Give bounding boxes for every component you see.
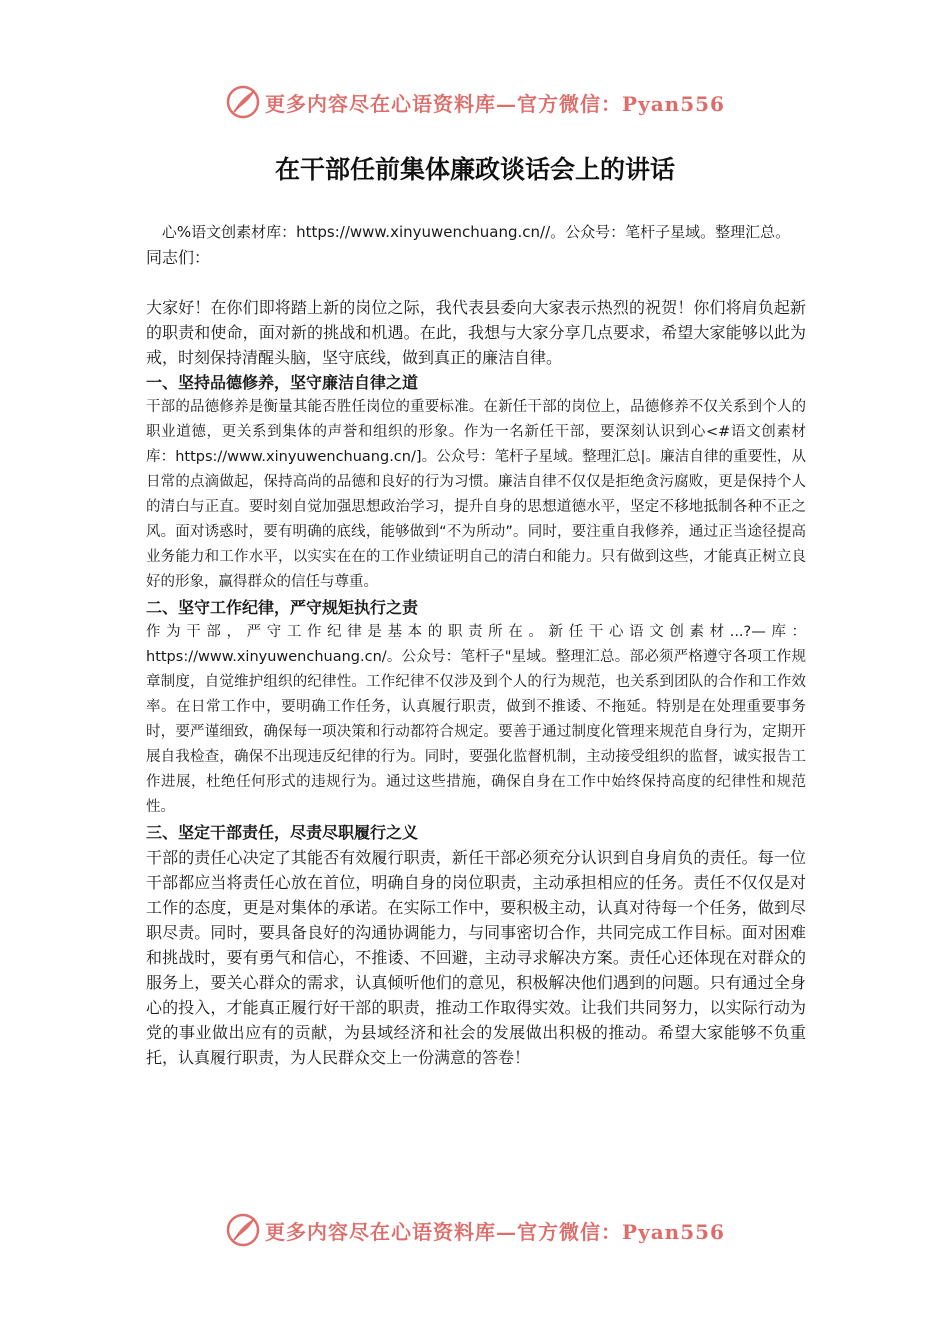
section-heading: 三、坚定干部责任，尽责尽职履行之义: [146, 823, 419, 842]
intro-paragraph: 大家好！在你们即将踏上新的岗位之际，我代表县委向大家表示热烈的祝贺！你们将肩负起新的职责和使命，面对新的挑战和机遇。在此，我想与大家分享几点要求，希望大家能够以此为戒，时刻保持清醒头脑，坚守底线，做到真正的廉洁自律。: [146, 298, 806, 367]
section-heading: 二、坚守工作纪律，严守规矩执行之责: [146, 598, 419, 617]
quill-logo-icon: [225, 1212, 261, 1248]
document-body: [146, 220, 806, 1070]
header-banner: [0, 80, 950, 124]
section-body: 作为干部，严守工作纪律是基本的职责所在。新任干心语文创素材...?—库：https://www.xinyuwenchuang.cn/。公众号：笔杆子"星域。整理汇总。部必须严格遵守各项工作规章制度，自觉维护组织的纪律性。工作纪律不仅涉及到个人的行为规范，也关系到团队的合作和工作效率。在日常工作中，要明确工作任务，认真履行职责，做到不推诿、不拖延。特别是在处理重要事务时，要严谨细致，确保每一项决策和行动都符合规定。要善于通过制度化管理来规范自身行为，定期开展自我检查，确保不出现违反纪律的行为。同时，要强化监督机制，主动接受组织的监督，诚实报告工作进展，杜绝任何形式的违规行为。通过这些措施，确保自身在工作中始终保持高度的纪律性和规范性。: [146, 624, 806, 815]
banner-text: 更多内容尽在心语资料库—官方微信：Pyan556: [265, 1219, 725, 1244]
quill-logo-icon: [225, 84, 261, 120]
footer-banner: [0, 1208, 950, 1252]
section-body: 干部的品德修养是衡量其能否胜任岗位的重要标准。在新任干部的岗位上，品德修养不仅关系到个人的职业道德，更关系到集体的声誉和组织的形象。作为一名新任干部，要深刻认识到心<#语文创素材库：https://www.xinyuwenchuang.cn/]。公众号：笔杆子星域。整理汇总|。廉洁自律的重要性，从日常的点滴做起，保持高尚的品德和良好的行为习惯。廉洁自律不仅仅是拒绝贪污腐败，更是保持个人的清白与正直。要时刻自觉加强思想政治学习，提升自身的思想道德水平，坚定不移地抵制各种不正之风。面对诱惑时，要有明确的底线，能够做到“不为所动”。同时，要注重自我修养，通过正当途径提高业务能力和工作水平，以实实在在的工作业绩证明自己的清白和能力。只有做到这些，才能真正树立良好的形象，赢得群众的信任与尊重。: [146, 399, 806, 590]
salutation: 同志们：: [146, 248, 211, 267]
banner-text: 更多内容尽在心语资料库—官方微信：Pyan556: [265, 91, 725, 116]
source-note: 心%语文创素材库：https://www.xinyuwenchuang.cn//。公众号：笔杆子星域。整理汇总。: [161, 223, 791, 241]
section-body: 干部的责任心决定了其能否有效履行职责，新任干部必须充分认识到自身肩负的责任。每一位干部都应当将责任心放在首位，明确自身的岗位职责，主动承担相应的任务。责任不仅仅是对工作的态度，更是对集体的承诺。在实际工作中，要积极主动，认真对待每一个任务，做到尽职尽责。同时，要具备良好的沟通协调能力，与同事密切合作，共同完成工作目标。面对困难和挑战时，要有勇气和信心，不推诿、不回避，主动寻求解决方案。责任心还体现在对群众的服务上，要关心群众的需求，认真倾听他们的意见，积极解决他们遇到的问题。只有通过全身心的投入，才能真正履行好干部的职责，推动工作取得实效。让我们共同努力，以实际行动为党的事业做出应有的贡献，为县域经济和社会的发展做出积极的推动。希望大家能够不负重托，认真履行职责，为人民群众交上一份满意的答卷！: [146, 848, 806, 1067]
page-title: 在干部任前集体廉政谈话会上的讲话: [274, 155, 675, 184]
section-heading: 一、坚持品德修养，坚守廉洁自律之道: [146, 373, 419, 392]
